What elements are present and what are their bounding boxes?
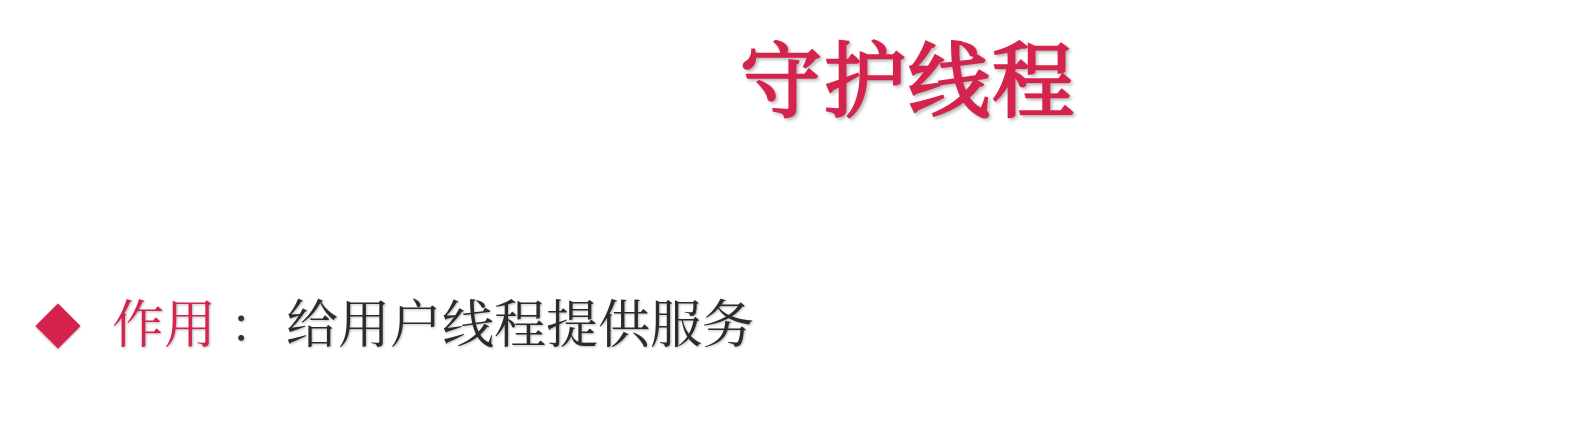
bullet-term: 作用 (112, 296, 217, 356)
bullet-item (36, 296, 754, 356)
bullet-description: 给用户线程提供服务 (286, 296, 755, 356)
slide-title: 守护线程 (740, 35, 1077, 130)
diamond-bullet-icon (35, 303, 80, 348)
bullet-separator: ： (230, 298, 279, 354)
